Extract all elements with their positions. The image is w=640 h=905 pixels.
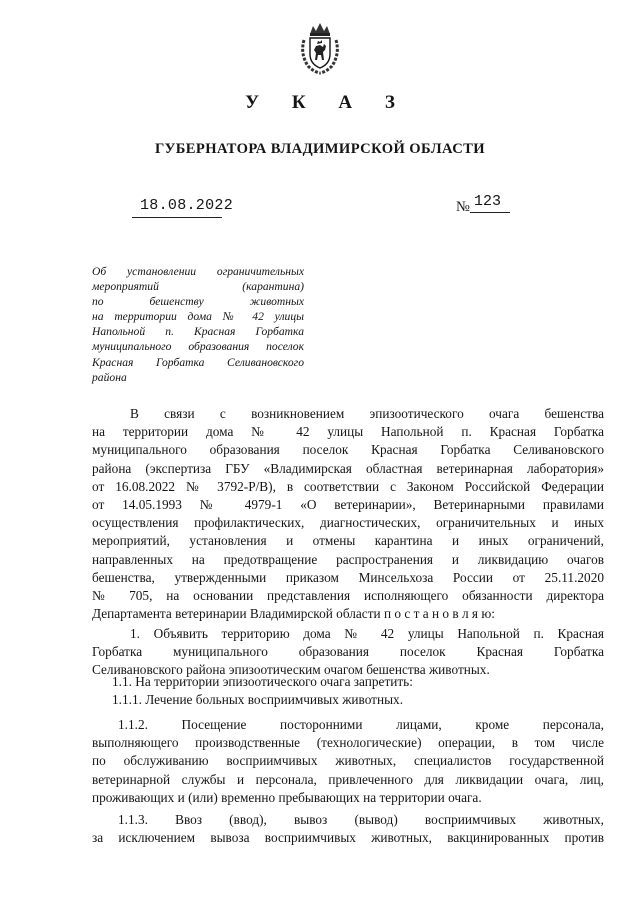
item-1-1-1-paragraph xyxy=(92,691,604,709)
paragraph-line: 1.1.2. Посещение посторонними лицами, кроме персонала, xyxy=(118,717,604,732)
document-number: 123 xyxy=(474,193,502,210)
issuer-title: ГУБЕРНАТОРА ВЛАДИМИРСКОЙ ОБЛАСТИ xyxy=(154,141,486,157)
paragraph-line: Горбатка муниципального образования поселок Красная Горбатка xyxy=(92,644,604,660)
paragraph-line: от 14.05.1993 № 4979-1 «О ветеринарии», Ветеринарными правилами xyxy=(92,497,604,513)
item-1-1-paragraph xyxy=(92,673,604,691)
paragraph-line: 1. Объявить территорию дома № 42 улицы Напольной п. Красная xyxy=(130,626,604,641)
paragraph-line: на территории дома № 42 улицы Напольной п. Красная Горбатка xyxy=(92,424,604,440)
subject-line: Красная Горбатка Селивановского xyxy=(92,355,304,369)
paragraph-line: от 16.08.2022 № 3792-Р/В), в соответствии с Законом Российской Федерации xyxy=(92,478,604,494)
paragraph-line: 1.1.1. Лечение больных восприимчивых животных. xyxy=(112,692,404,707)
paragraph-line: муниципального образования поселок Красная Горбатка Селивановского xyxy=(92,442,604,458)
paragraph-line: В связи с возникновением эпизоотического очага бешенства xyxy=(130,406,604,421)
coat-of-arms-icon xyxy=(296,20,344,76)
paragraph-line: Селивановского района эпизоотическим очагом бешенства животных. xyxy=(92,662,490,678)
paragraph-line: проживающих и (или) временно пребывающих на территории очага. xyxy=(92,789,482,805)
number-sign: № xyxy=(456,199,470,215)
document-date: 18.08.2022 xyxy=(140,197,234,214)
document-subject xyxy=(92,264,304,385)
paragraph-line: района (экспертиза ГБУ «Владимирская областная ветеринарная лаборатория» xyxy=(92,460,604,476)
document-type-title: У К А З xyxy=(245,92,409,113)
paragraph-line: 1.1.3. Ввоз (ввод), вывоз (вывод) восприимчивых животных, xyxy=(118,812,604,827)
subject-line: на территории дома № 42 улицы xyxy=(92,310,304,324)
subject-line: Напольной п. Красная Горбатка xyxy=(92,325,304,339)
subject-line: по бешенству животных xyxy=(92,295,304,309)
paragraph-line: бешенства, утвержденными приказом Минсельхоза России от 25.11.2020 xyxy=(92,569,604,585)
item-1-1-2-paragraph xyxy=(92,716,604,807)
paragraph-line: осуществления профилактических, диагностических, ограничительных и иных xyxy=(92,515,604,531)
subject-line: района xyxy=(92,370,127,384)
paragraph-line: мероприятий, установления и отмены карантина и иных ограничений, xyxy=(92,533,604,549)
paragraph-line: Департамента ветеринарии Владимирской области п о с т а н о в л я ю: xyxy=(92,606,495,622)
date-underline xyxy=(132,217,222,218)
item-1-paragraph xyxy=(92,625,604,680)
paragraph-line: за исключением вывоза восприимчивых животных, вакцинированных против xyxy=(92,830,604,846)
subject-line: мероприятий (карантина) xyxy=(92,280,304,294)
paragraph-line: № 705, на основании представления исполняющего обязанности директора xyxy=(92,588,604,604)
subject-line: муниципального образования поселок xyxy=(92,340,304,354)
paragraph-line: ветеринарной службы и персонала, привлеченного для ликвидации очага, лиц, xyxy=(92,771,604,787)
paragraph-line: выполняющего производственные (технологические) операции, в том числе xyxy=(92,735,604,751)
subject-line: Об установлении ограничительных xyxy=(92,265,304,278)
paragraph-line: по обслуживанию восприимчивых животных, специалистов государственной xyxy=(92,753,604,769)
number-underline xyxy=(470,212,510,213)
preamble-paragraph xyxy=(92,405,604,623)
item-1-1-3-paragraph xyxy=(92,811,604,847)
paragraph-line: направленных на предотвращение распространения и ликвидацию очагов xyxy=(92,551,604,567)
paragraph-line: 1.1. На территории эпизоотического очага запретить: xyxy=(112,674,413,689)
